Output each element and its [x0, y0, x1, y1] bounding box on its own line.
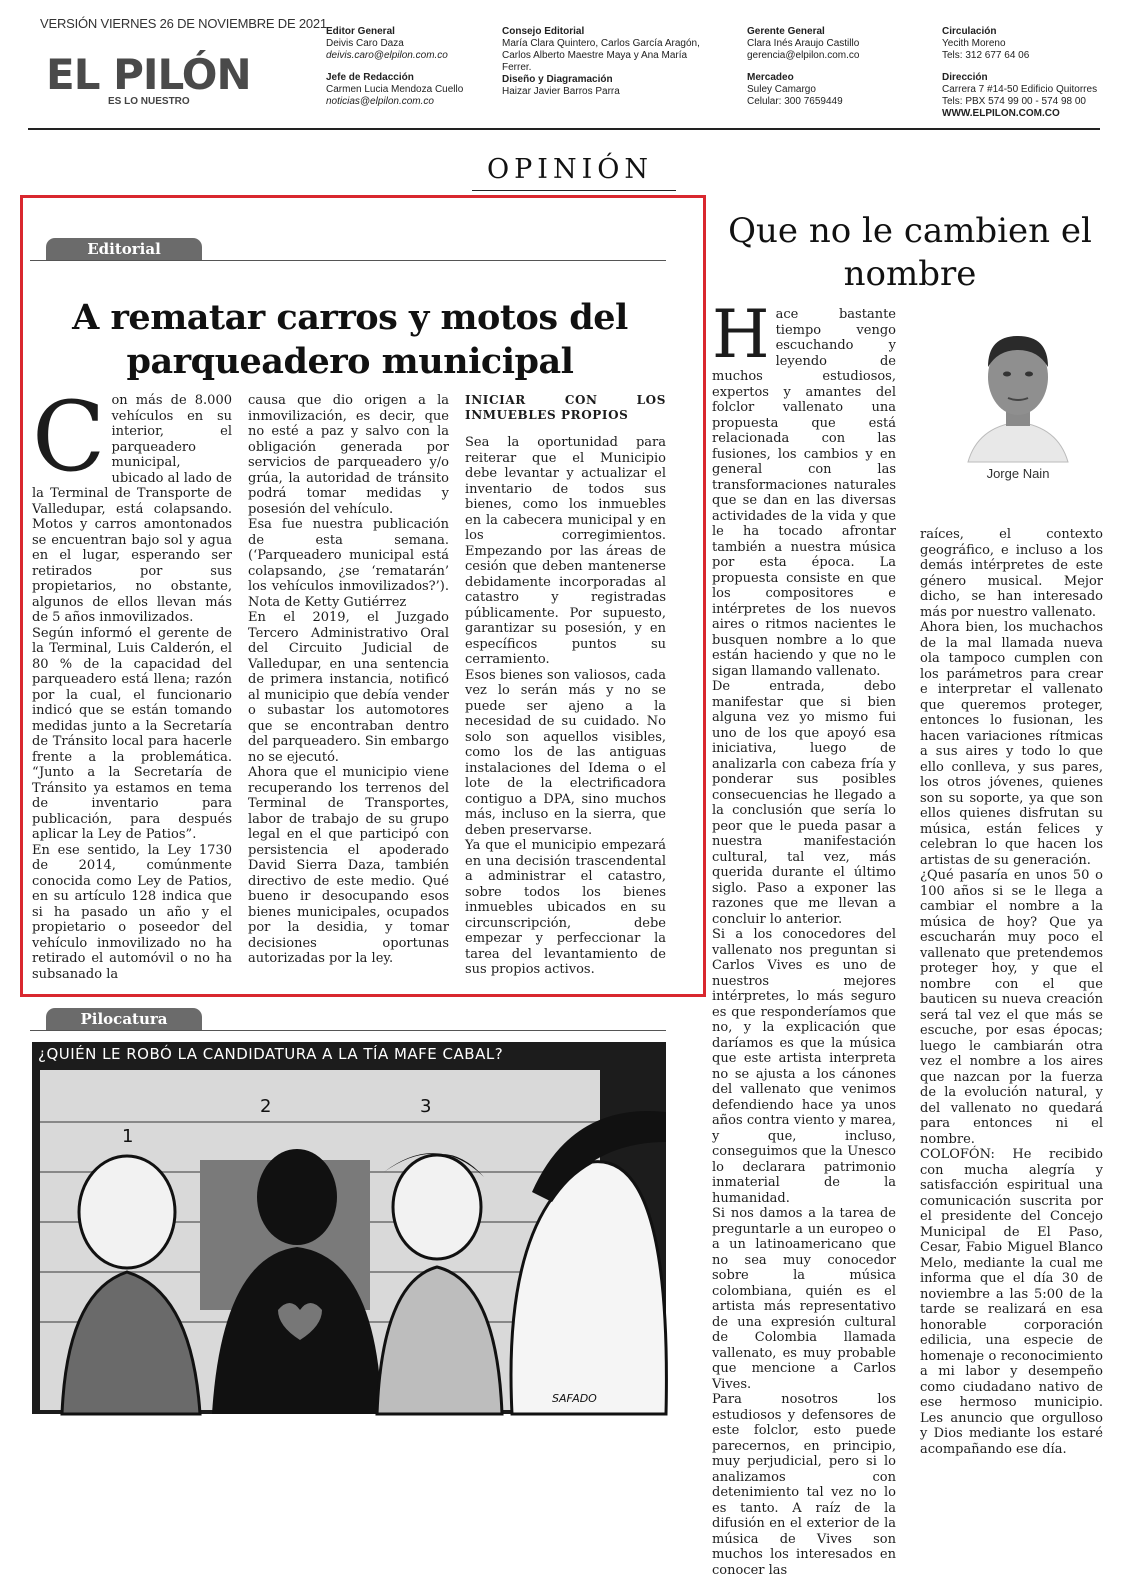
- staff-name: María Clara Quintero, Carlos García Aragón,: [502, 38, 700, 49]
- paragraph: ace bastante tiempo vengo escuchando y leyendo de muchos estudiosos, expertos y amantes del folclor vallenato una propuesta que está relacionada con las fusiones, los cambios y en general con las transformaciones naturales que se dan en las diversas actividades de la vida y que le ha tocado afrontar también a nuestra música por esta época. La propuesta consiste en que los compositores e intérpretes de los nuevos aires o ritmos nacientes le busquen nombre a lo que están haciendo y que no le sigan llamando vallenato.: [712, 307, 896, 679]
- staff-circulation: [942, 26, 1122, 120]
- paragraph: Sea la oportunidad para reiterar que el Municipio debe levantar y actualizar el inventario de todos sus bienes, como los inmuebles en la cabecera municipal y en los corregimientos. Empezando por las áreas de cesión que deben mantenerse debidamente incorporadas al catastro y registradas públicamente. Por supuesto, garantizar su posesión, y en específicos puntos su cerramiento.: [465, 435, 666, 667]
- staff-name: Clara Inés Araujo Castillo: [747, 38, 860, 49]
- staff-role: Gerente General: [747, 26, 825, 37]
- staff-phone: Tels: PBX 574 99 00 - 574 98 00: [942, 96, 1086, 107]
- staff-name: Ferrer.: [502, 62, 532, 73]
- staff-role: Mercadeo: [747, 72, 794, 83]
- staff-phone: Tels: 312 677 64 06: [942, 50, 1030, 61]
- cartoon-signature: SAFADO: [552, 1392, 597, 1405]
- lineup-number: 3: [420, 1096, 432, 1117]
- editorial-column-1: [32, 381, 232, 983]
- staff-role: Editor General: [326, 26, 395, 37]
- staff-phone: Celular: 300 7659449: [747, 96, 843, 107]
- editorial-subhead: INICIAR CON LOS INMUEBLES PROPIOS: [465, 393, 666, 422]
- paragraph: Ahora bien, los muchachos de la mal llamada nueva ola tampoco cumplen con los parámetros para crear e interpretar el vallenato que queremos proteger, entonces lo fusionan, les hacen variaciones rítmicas a sus aires y todo lo que ello conlleva, y sus pares, los otros jóvenes, quienes son su soporte, ya que son ellos quienes disfrutan su música, están felices y celebran lo que hacen los artistas de su generación.: [920, 620, 1103, 868]
- paragraph: Ahora que el municipio viene recuperando los terrenos del Terminal de Transportes, labor de trabajo de su grupo legal en el que participó con persistencia el apoderado David Sierra Daza, también directivo de este medio. Qué bueno ir desocupando esos bienes municipales, ocupados por la desidia, y tomar decisiones oportunas autorizadas por la ley.: [248, 765, 449, 966]
- paragraph: Según informó el gerente de la Terminal, Luis Calderón, el 80 % de la capacidad del parqueadero está llena; razón por la cual, el funcionario indicó que se están tomando medidas junto a la Secretaría de Tránsito local para hacerle frente a la problemática. “Junto a la Secretaría de Tránsito ya estamos en tema de inventario para publicación, para después aplicar la Ley de Patios”.: [32, 625, 232, 842]
- staff-email[interactable]: gerencia@elpilon.com.co: [747, 50, 860, 61]
- cartoon-illustration: [32, 1042, 666, 1414]
- author-name: Jorge Nain: [986, 466, 1050, 481]
- paragraph: Ya que el municipio empezará en una decisión trascendental a administrar el catastro, sobre todos los bienes inmuebles ubicados en su circunscripción, debe empezar y perfeccionar la tarea del levantamiento de sus propios activos.: [465, 838, 666, 977]
- website-link[interactable]: WWW.ELPILON.COM.CO: [942, 108, 1060, 119]
- staff-name: Suley Camargo: [747, 84, 816, 95]
- newspaper-logo[interactable]: EL PILÓN: [46, 50, 251, 99]
- opinion-headline: Que no le cambien el nombre: [728, 211, 1092, 294]
- paragraph: on más de 8.000 vehículos en su interior, el parqueadero municipal, ubicado al lado de la Terminal de Transporte de Valledupar, está colapsando. Motos y carros amontonados se encuentran bajo sol y agua en el lugar, esperando ser retirados por sus propietarios, no obstante, algunos de ellos llevan más de 5 años inmovilizados.: [32, 393, 232, 625]
- editorial-column-2: [248, 393, 449, 983]
- staff-name: Carmen Lucia Mendoza Cuello: [326, 84, 464, 95]
- paragraph: raíces, el contexto geográfico, e incluso a los demás intérpretes de este género musical. Mejor dicho, se han interesado más por nuestro vallenato.: [920, 527, 1103, 620]
- staff-council: [502, 26, 732, 98]
- section-rule: [472, 190, 676, 191]
- staff-address: Carrera 7 #14-50 Edificio Quitorres: [942, 84, 1098, 95]
- staff-role: Diseño y Diagramación: [502, 74, 613, 85]
- lineup-number: 2: [260, 1096, 272, 1117]
- political-cartoon: [32, 1042, 666, 1414]
- lineup-number: 1: [122, 1126, 134, 1147]
- cartoon-tab: Pilocatura: [46, 1008, 202, 1030]
- section-title: OPINIÓN: [486, 154, 654, 185]
- editorial-rule: [30, 260, 666, 261]
- paragraph: Para nosotros los estudiosos y defensores de este folclor, esto puede parecernos, en principio, muy perjudicial, pero si lo analizamos con detenimiento tal vez no lo es tanto. A raíz de la difusión en el exterior de la música de Vives son muchos los interesados en conocer las: [712, 1392, 896, 1578]
- paragraph: Si nos damos a la tarea de preguntarle a un europeo o a un latinoamericano que no sea muy conocedor sobre la música colombiana, quién es el artista más representativo de una expresión cultural de Colombia llamada vallenato, es muy probable que mencione a Carlos Vives.: [712, 1206, 896, 1392]
- staff-name: Carlos Alberto Maestre Maya y Ana María: [502, 50, 688, 61]
- staff-role: Circulación: [942, 26, 997, 37]
- logo-tagline: ES LO NUESTRO: [108, 96, 190, 107]
- cartoon-title: ¿QUIÉN LE ROBÓ LA CANDIDATURA A LA TÍA MAFE CABAL?: [38, 1045, 504, 1063]
- paragraph: ¿Qué pasaría en unos 50 o 100 años si se le llega a cambiar el nombre a la música de hoy? Que ya escucharán muy poco el vallenato que pretendemos proteger hoy, y que el nombre con el que bauticen su nueva creación será tal vez el que más se escuche, por esas épocas; luego le cambiarán otra vez el nombre a los aires que nazcan por la fuerza de la evolución natural, y del vallenato no quedará para entonces ni el nombre.: [920, 868, 1103, 1147]
- opinion-column-2: [920, 527, 1103, 1457]
- staff-name: Haizar Javier Barros Parra: [502, 86, 620, 97]
- paragraph: Si a los conocedores del vallenato nos preguntan si Carlos Vives es uno de nuestros mejores intérpretes, lo más seguro es que responderíamos que no, y la explicación que daríamos es que la música que este artista interpreta no se ajusta a los cánones del vallenato que venimos defendiendo hace ya unos años contra viento y marea, y que, incluso, conseguimos que la Unesco lo declarara patrimonio inmaterial de la humanidad.: [712, 927, 896, 1206]
- author-photo: [958, 322, 1078, 462]
- staff-role: Jefe de Redacción: [326, 72, 414, 83]
- staff-role: Dirección: [942, 72, 988, 83]
- staff-email[interactable]: noticias@elpilon.com.co: [326, 96, 434, 107]
- staff-name: Deivis Caro Daza: [326, 38, 404, 49]
- editorial-headline: A rematar carros y motos del parqueadero municipal: [72, 297, 628, 382]
- cartoon-rule: [30, 1030, 666, 1031]
- paragraph: COLOFÓN: He recibido con mucha alegría y satisfacción espiritual una comunicación suscrita por el presidente del Concejo Municipal de El Paso, Cesar, Fabio Miguel Blanco Melo, mediante la cual me informa que el día 30 de noviembre a las 5:00 de la tarde se realizará en esa honorable corporación edilicia, una especie de homenaje o reconocimiento a mi labor y desempeño como ciudadano nativo de ese hermoso municipio. Les anuncio que orgulloso y Dios mediante los estaré acompañando ese día.: [920, 1147, 1103, 1457]
- drop-cap: C: [32, 381, 106, 493]
- paragraph: causa que dio origen a la inmovilización, es decir, que no esté a paz y salvo con la obligación generada por servicios de parqueadero y/o grúa, la autoridad de tránsito podrá tomar medidas y posesión del vehículo.: [248, 393, 449, 517]
- opinion-column-1: [712, 296, 896, 1578]
- staff-role: Consejo Editorial: [502, 26, 585, 37]
- paragraph: En ese sentido, la Ley 1730 de 2014, comúnmente conocida como Ley de Patios, en su artículo 128 indica que si ha pasado un año y el propietario o poseedor del vehículo inmovilizado no ha retirado el automóvil o no ha subsanado la: [32, 842, 232, 982]
- staff-email[interactable]: deivis.caro@elpilon.com.co: [326, 50, 448, 61]
- editorial-column-3: [465, 393, 666, 983]
- staff-manager: [747, 26, 927, 108]
- drop-cap: H: [712, 296, 770, 373]
- editorial-tab: Editorial: [46, 238, 202, 260]
- staff-name: Yecith Moreno: [942, 38, 1006, 49]
- paragraph: En el 2019, el Juzgado Tercero Administrativo Oral del Circuito Judicial de Valledupar, en una sentencia de primera instancia, notificó al municipio que debía vender o subastar los automotores que se encontraban dentro del parqueadero. Sin embargo no se ejecutó.: [248, 610, 449, 765]
- masthead-rule: [28, 128, 1100, 130]
- paragraph: Esa fue nuestra publicación de esta semana. (‘Parqueadero municipal está colapsando, ¿se ‘rematarán’ los vehículos inmovilizados?’). Nota de Ketty Gutiérrez: [248, 517, 449, 610]
- staff-editor: [326, 26, 496, 108]
- paragraph: De entrada, debo manifestar que si bien alguna vez yo mismo fui uno de los que apoyó esa iniciativa, luego de analizarla con cabeza fría y ponderar sus posibles consecuencias he llegado a la conclusión que sería lo peor que le pueda pasar a nuestra manifestación cultural, tal vez, más querida durante el último siglo. Paso a exponer las razones que me llevan a concluir lo anterior.: [712, 679, 896, 927]
- edition-date: VERSIÓN VIERNES 26 DE NOVIEMBRE DE 2021: [40, 16, 327, 31]
- paragraph: Esos bienes son valiosos, cada vez lo serán más y no se puede ser ajeno a la necesidad de su cuidado. No solo son aquellos visibles, como los de las antiguas instalaciones del Idema o el lote de la electrificadora contiguo a DPA, sino muchos más, incluso en la sierra, que deben preservarse.: [465, 667, 666, 838]
